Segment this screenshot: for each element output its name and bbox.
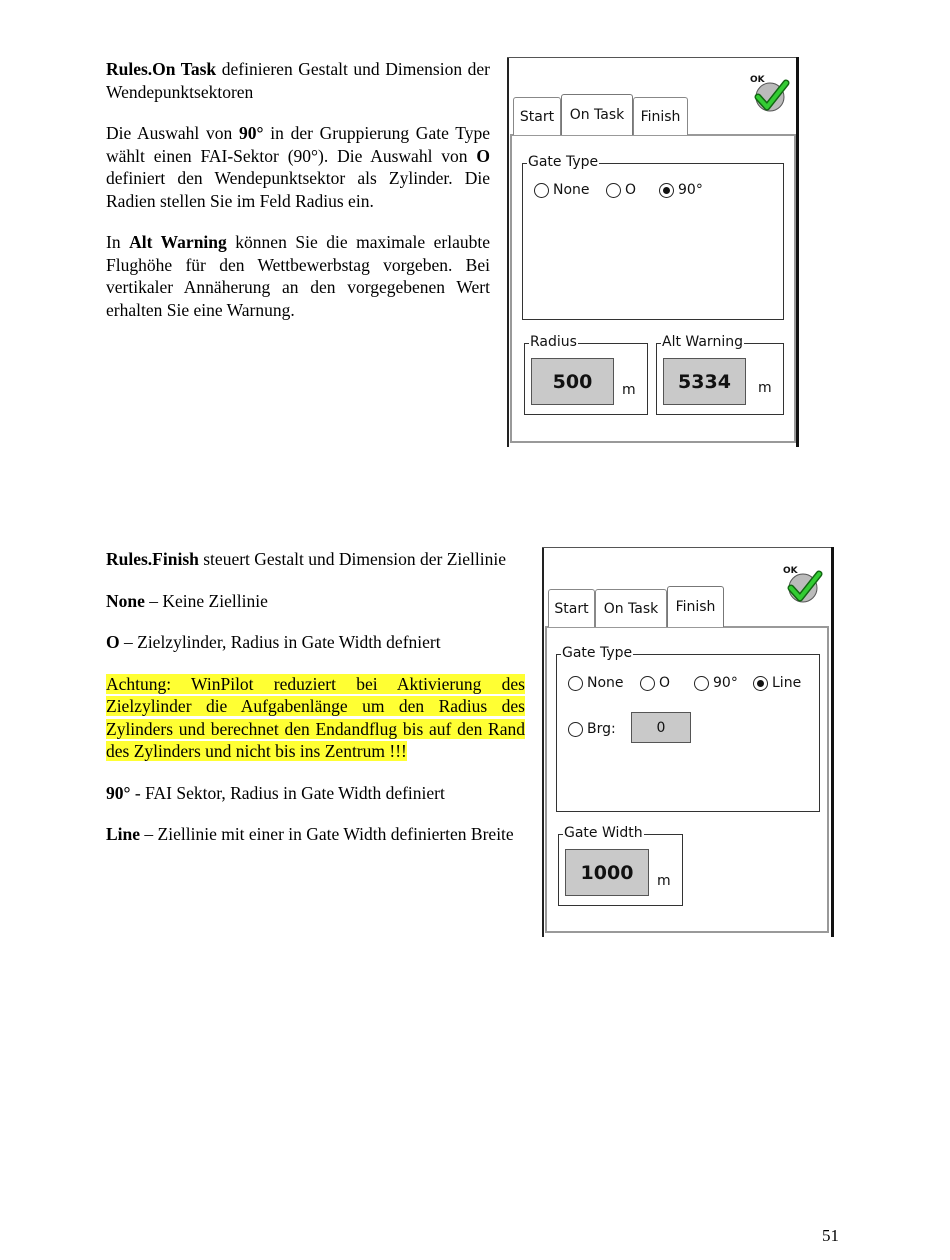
- radio-none[interactable]: None: [568, 675, 624, 691]
- gate-type-group: Gate Type None O 90° Line Brg: 0: [556, 654, 820, 812]
- brg-input[interactable]: 0: [631, 712, 691, 743]
- radio-line[interactable]: Line: [753, 675, 801, 691]
- paragraph-alt-warning: In Alt Warning können Sie die maximale erlaubte Flughöhe für den Wettbewerbstag vorgeben. Bei vertikaler Annäherung an den vorgegebenen Wert erhalten Sie eine Warnung.: [106, 232, 491, 320]
- radio-o[interactable]: O: [640, 675, 670, 691]
- radio-circle: [694, 676, 709, 691]
- radio-brg[interactable]: Brg:: [568, 721, 616, 737]
- radius-input[interactable]: 500: [531, 358, 614, 405]
- paragraph-intro: Rules.On Task definieren Gestalt und Dimension der Wendepunktsektoren: [106, 59, 490, 102]
- paragraph-warning: [106, 673, 525, 763]
- ok-button[interactable]: OK: [750, 75, 790, 115]
- radius-group: Radius 500 m: [524, 343, 648, 415]
- radio-none[interactable]: None: [534, 182, 590, 198]
- radio-circle: [568, 676, 583, 691]
- radio-90[interactable]: 90°: [659, 182, 703, 198]
- highlighted-warning: Achtung: WinPilot reduziert bei Aktivierung des Zielzylinder die Aufgabenlänge um den Radius des Zylinders und berechnet den Endandflug bis auf den Rand des Zylinders und nicht bis ins Zentrum !!!: [106, 673, 525, 761]
- alt-warning-input[interactable]: 5334: [663, 358, 746, 405]
- tab-start[interactable]: Start: [548, 589, 595, 627]
- radio-circle-selected: [753, 676, 768, 691]
- paragraph-finish-intro: Rules.Finish steuert Gestalt und Dimension der Ziellinie: [106, 549, 507, 569]
- screenshot-on-task: [507, 57, 799, 447]
- paragraph-line: Line – Ziellinie mit einer in Gate Width definierten Breite: [106, 824, 514, 844]
- paragraph-none: None – Keine Ziellinie: [106, 590, 268, 611]
- paragraph-90: 90° - FAI Sektor, Radius in Gate Width definiert: [106, 782, 445, 803]
- alt-warning-unit: m: [758, 380, 772, 396]
- gate-width-input[interactable]: 1000: [565, 849, 649, 896]
- page-number: 51: [822, 1226, 839, 1245]
- paragraph-o: O – Zielzylinder, Radius in Gate Width defniert: [106, 632, 441, 652]
- section-finish-text: [106, 548, 525, 865]
- ok-button[interactable]: OK: [783, 566, 823, 606]
- radio-circle: [568, 722, 583, 737]
- radio-90[interactable]: 90°: [694, 675, 738, 691]
- paragraph-gate-type: Die Auswahl von 90° in der Gruppierung Gate Type wählt einen FAI-Sektor (90°). Die Auswahl von O definiert den Wendepunktsektor als Zylinder. Die Radien stellen Sie im Feld Radius ein.: [106, 123, 490, 211]
- tab-on-task[interactable]: On Task: [595, 589, 667, 627]
- tab-finish[interactable]: Finish: [667, 586, 724, 627]
- gate-width-group: Gate Width 1000 m: [558, 834, 683, 906]
- radio-circle: [640, 676, 655, 691]
- tab-on-task[interactable]: On Task: [561, 94, 633, 135]
- radio-circle: [534, 183, 549, 198]
- screenshot-finish: [542, 547, 834, 937]
- radio-circle: [606, 183, 621, 198]
- gate-width-unit: m: [657, 873, 671, 889]
- tab-start[interactable]: Start: [513, 97, 561, 135]
- gate-type-group: Gate Type None O 90°: [522, 163, 784, 320]
- section-on-task-text: [106, 58, 490, 340]
- alt-warning-group: Alt Warning 5334 m: [656, 343, 784, 415]
- tab-finish[interactable]: Finish: [633, 97, 688, 135]
- radio-o[interactable]: O: [606, 182, 636, 198]
- radio-circle-selected: [659, 183, 674, 198]
- radius-unit: m: [622, 382, 636, 398]
